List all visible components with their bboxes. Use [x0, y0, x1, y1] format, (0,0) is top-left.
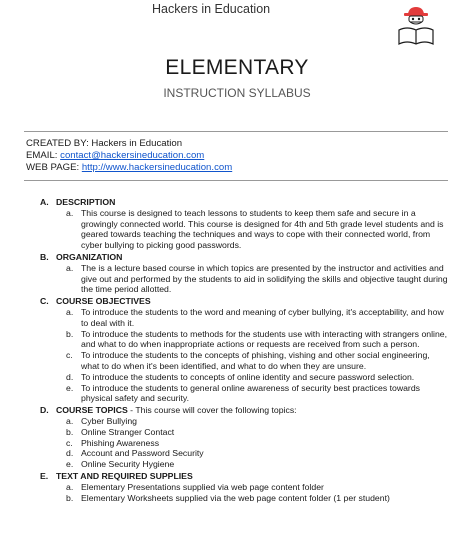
section-mark: A.: [40, 197, 49, 207]
item-text: To introduce the students to the word and meaning of cyber bullying, it's acceptability, and how to deal with it.: [81, 306, 444, 328]
item-text: Account and Password Security: [81, 448, 204, 459]
item-text: Elementary Presentations supplied via web page content folder: [81, 481, 324, 492]
list-item: [40, 416, 450, 427]
section-mark: D.: [40, 405, 49, 416]
section-title-suffix: - This course will cover the following topics:: [127, 405, 297, 416]
item-mark: b.: [66, 426, 74, 437]
list-item: [40, 493, 450, 504]
list-item: [40, 438, 450, 449]
item-mark: a.: [66, 306, 74, 317]
list-item: [40, 307, 450, 329]
item-text: Elementary Worksheets supplied via the web page content folder (1 per student): [81, 492, 390, 503]
webpage-label: WEB PAGE:: [26, 162, 80, 173]
section-mark: C.: [40, 296, 49, 307]
item-text: Online Security Hygiene: [81, 459, 175, 470]
item-mark: e.: [66, 459, 74, 470]
item-mark: e.: [66, 382, 74, 393]
section-b-heading: [40, 252, 450, 263]
item-mark: c.: [66, 350, 73, 361]
webpage-link[interactable]: http://www.hackersineducation.com: [81, 162, 233, 173]
created-by-value: Hackers in Education: [91, 138, 183, 149]
list-item: [40, 208, 450, 251]
email-label: EMAIL:: [26, 150, 58, 161]
section-title: DESCRIPTION: [56, 197, 116, 207]
item-mark: b.: [66, 492, 74, 503]
section-c-heading: [40, 296, 450, 307]
org-name: Hackers in Education: [152, 2, 271, 16]
item-text: This course is designed to teach lessons to students to keep them safe and secure in a growingly connected world. This course is designed for 4th and 5th grade level students and is geared towards teaching the techniques and ways to cope with their connected world, from cyber bullying to picking good passwords.: [81, 207, 444, 251]
created-by-line: [26, 138, 182, 151]
webpage-line: [26, 162, 232, 175]
syllabus-sections: [40, 196, 450, 503]
item-text: Phishing Awareness: [81, 437, 160, 448]
section-title: TEXT AND REQUIRED SUPPLIES: [56, 470, 193, 481]
item-text: To introduce the students to the concepts of phishing, vishing and other social engineering, what to do when it's been identified, and what to do when they are unsure.: [81, 350, 430, 371]
section-e-heading: [40, 471, 450, 482]
item-text: Online Stranger Contact: [81, 426, 175, 437]
list-item: [40, 459, 450, 470]
section-title: COURSE TOPICS: [56, 405, 128, 416]
email-line: [26, 150, 204, 163]
document-title: ELEMENTARY: [165, 56, 309, 79]
item-mark: a.: [66, 415, 74, 426]
item-text: To introduce the students to methods for the students use with interacting with strangers online, and what to do when inappropriate actions or requests are received from such a person.: [81, 328, 448, 350]
list-item: [40, 372, 450, 383]
item-mark: b.: [66, 328, 74, 339]
hacker-with-book-logo: [396, 4, 436, 48]
list-item: [40, 383, 450, 405]
item-text: The is a lecture based course in which topics are presented by the instructor and activities and give out and performed by the students to aid in solidifying the skills and objective taught during the time period allotted.: [81, 262, 448, 295]
section-title: ORGANIZATION: [56, 251, 123, 262]
item-text: Cyber Bullying: [81, 415, 138, 426]
logo-graphic: [396, 4, 436, 48]
item-mark: a.: [66, 481, 74, 492]
item-text: To introduce the students to general online awareness of security best practices towards physical safety and security.: [81, 382, 420, 404]
item-text: To introduce the students to concepts of online identity and secure password selection.: [81, 371, 415, 382]
section-d-heading: [40, 405, 450, 416]
section-mark: B.: [40, 251, 49, 262]
item-mark: a.: [66, 207, 74, 218]
section-mark: E.: [40, 470, 49, 481]
list-item: [40, 329, 450, 351]
list-item: [40, 448, 450, 459]
list-item: [40, 263, 450, 295]
item-mark: a.: [66, 262, 74, 273]
top-divider: [24, 131, 448, 132]
bottom-divider: [24, 180, 448, 181]
item-mark: d.: [66, 448, 74, 459]
section-title: COURSE OBJECTIVES: [56, 296, 151, 307]
list-item: [40, 482, 450, 493]
created-by-label: CREATED BY:: [26, 138, 89, 149]
list-item: [40, 427, 450, 438]
email-link[interactable]: contact@hackersineducation.com: [60, 150, 205, 161]
item-mark: d.: [66, 371, 74, 382]
section-a-heading: [40, 197, 450, 208]
list-item: [40, 350, 450, 372]
document-subtitle: INSTRUCTION SYLLABUS: [163, 86, 311, 100]
item-mark: c.: [66, 437, 73, 448]
